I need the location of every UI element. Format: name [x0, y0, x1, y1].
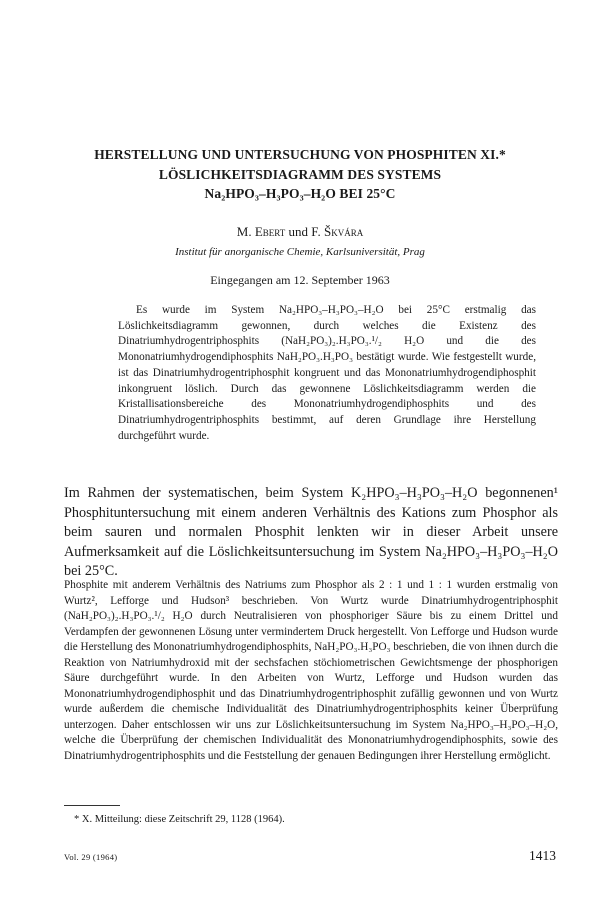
received-date: Eingegangen am 12. September 1963	[210, 273, 390, 287]
article-title-line-2: LÖSLICHKEITSDIAGRAMM DES SYSTEMS	[158, 167, 442, 182]
author-2-surname: Škvára	[323, 224, 364, 239]
footnote-divider	[64, 805, 120, 806]
lead-paragraph: Im Rahmen der systematischen, beim System K₂HPO₃–H₃PO₃–H₂O begonnenen¹ Phosphituntersuchung mit einem anderen Verhältnis des Kations zum Phosphor als beim sauren und normalen Phosphit lenkten wir in dieser Arbeit unsere Aufmerksamkeit auf die Löslichkeitsuntersuchung im System Na₂HPO₃–H₃PO₃–H₂O bei 25°C.	[64, 485, 558, 579]
page-number: 1413	[529, 848, 556, 863]
article-title-line-3: Na₂HPO₃–H₃PO₃–H₂O BEI 25°C	[204, 186, 396, 201]
author-2-initial: F.	[311, 224, 321, 239]
author-1-initial: M.	[236, 224, 252, 239]
author-line	[40, 224, 560, 240]
author-connector: und	[288, 224, 309, 239]
institute-affiliation: Institut für anorganische Chemie, Karlsuniversität, Prag	[175, 246, 425, 258]
abstract-paragraph: Es wurde im System Na₂HPO₃–H₃PO₃–H₂O bei 25°C erstmalig das Löslichkeitsdiagramm gewonnen, durch welches die Existenz des Dinatriumhydrogentriphosphits (NaH₂PO₃)₂.H₃PO₃.¹/₂ H₂O und die des Mononatriumhydrogendiphosphits NaH₂PO₃.H₃PO₃ bestätigt wurde. Wie festgestellt wurde, ist das Dinatriumhydrogentriphosphit kongruent und das Mononatriumhydrogendiphosphit inkongruent löslich. Durch das gewonnene Löslichkeitsdiagramm werden die Kristallisationsbereiche des Mononatriumhydrogendiphosphits und des Dinatriumhydrogentriphosphits bestimmt, auf deren Grundlage ihre Herstellung durchgeführt wurde.	[118, 304, 536, 442]
article-title-line-1: HERSTELLUNG UND UNTERSUCHUNG VON PHOSPHITEN XI.*	[94, 147, 506, 162]
author-1-surname: Ebert	[254, 224, 286, 239]
volume-info: Vol. 29 (1964)	[64, 852, 118, 862]
body-paragraph: Phosphite mit anderem Verhältnis des Natriums zum Phosphor als 2 : 1 und 1 : 1 wurden erstmalig von Wurtz², Lefforge und Hudson³ beschrieben. Von Wurtz wurde Dinatriumhydrogentriphosphit (NaH₂PO₃)₂.H₃PO₃.¹/₂ H₂O durch Neutralisieren von phosphoriger Säure bis zu einem Drittel und Verdampfen der gewonnenen Lösung unter vermindertem Druck hergestellt. Von Lefforge und Hudson wurde die Herstellung des Mononatriumhydrogendiphosphits, NaH₂PO₃.H₃PO₃ beschrieben, die von ihnen durch die Reaktion von Natriumhydroxid mit der sechsfachen stöchiometrischen Gewichtsmenge der phosphorigen Säure durchgeführt wurde. In den Arbeiten von Wurtz, Lefforge und Hudson wurden das Mononatriumhydrogendiphosphit und das Dinatriumhydrogentriphosphit zufällig gewonnen und von Wurtz wurde außerdem die chemische Individualität des Dinatriumhydrogentriphosphits keiner Überprüfung unterzogen. Daher entschlossen wir uns zur Löslichkeitsuntersuchung im System Na₂HPO₃–H₃PO₃–H₂O, welche die Überprüfung der chemischen Individualität des Mononatriumhydrogendiphosphits, sowie des Dinatriumhydrogentriphosphits und die Feststellung der genauen Bedingungen ihrer Herstellung ermöglicht.	[64, 579, 558, 762]
footnote: * X. Mitteilung: diese Zeitschrift 29, 1128 (1964).	[74, 814, 285, 825]
